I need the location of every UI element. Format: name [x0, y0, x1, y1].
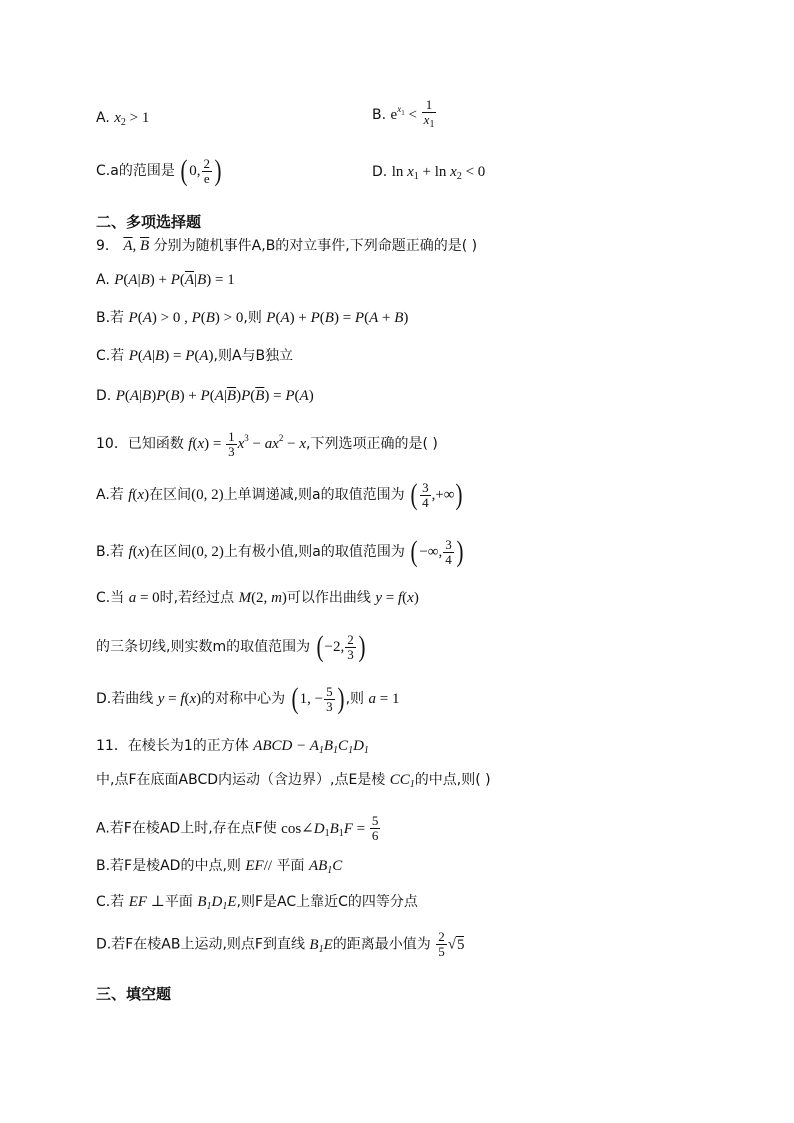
option-text: C.若: [96, 894, 125, 910]
question-text: 11．在棱长为1的正方体: [96, 738, 249, 754]
q8-option-d: [372, 162, 485, 187]
q11-stem: 11．在棱长为1的正方体 ABCD − $A_1B_1C_1D_1$: [96, 738, 369, 756]
option-label: A.: [96, 272, 110, 288]
q9-option-d: D. $P(A|B)P(B) + P(A|\overline{B})P(\overline{B}) = P(A)$: [96, 388, 314, 404]
q10-option-b: B.若 f(x)在区间(0, 2)上有极小值,则a的取值范围为 ( −∞, $\frac{3}{4}$ ): [96, 535, 464, 568]
option-text: D.若F在棱AB上运动,则点F到直线: [96, 936, 305, 953]
option-text: 时,若经过点: [159, 590, 235, 606]
q10-option-a: A.若 f(x)在区间(0, 2)上单调递减,则a的取值范围为 ( $\frac{3}{4}$ ,+∞): [96, 478, 463, 511]
option-text: 的三条切线,则实数m的取值范围为: [96, 639, 311, 655]
q9-stem: 9． $\overline{A}$, $\overline{B}$ 分别为随机事件A,B的对立事件,下列命题正确的是( ): [96, 238, 478, 254]
option-text: C.当: [96, 590, 125, 606]
option-label: D.: [372, 164, 388, 180]
q11-option-d: D.若F在棱AB上运动,则点F到直线 $B_1E$的距离最小值为 $\frac{2}{5}$ √5: [96, 929, 465, 959]
q11-option-c: C.若 EF ⊥平面 $B_1D_1E$,则F是AC上靠近C的四等分点: [96, 894, 418, 912]
math: $x_2 > 1$: [114, 110, 150, 128]
q8-option-b: [372, 98, 437, 132]
option-label: B.: [372, 107, 387, 123]
option-text: ,则F是AC上靠近C的四等分点: [236, 894, 418, 910]
q11-option-a: A.若F在棱AD上时,存在点F使 $\cos\angle D_1B_1F$ = $\frac{5}{6}$: [96, 813, 379, 843]
question-text: 10．已知函数: [96, 436, 184, 452]
option-text: C.若: [96, 348, 125, 364]
question-text: 的中点,则( ): [414, 772, 491, 788]
option-text: D.若曲线: [96, 691, 154, 707]
option-text: 的对称中心为: [201, 691, 286, 707]
q9-option-a: A. $P(A|B) + P(\overline{A}|B) = 1$: [96, 272, 235, 288]
math: $\ln x_1 + \ln x_2 < 0$: [391, 164, 486, 182]
option-text: 平面: [276, 858, 305, 874]
q11-stem-cont: 中,点F在底面ABCD内运动（含边界）,点E是棱 $CC_1$的中点,则( ): [96, 772, 491, 790]
option-text: a的范围是: [110, 163, 175, 179]
option-text: ,则A与B独立: [213, 348, 294, 364]
q9-option-c: C.若 P(A|B) = P(A),则A与B独立: [96, 348, 294, 364]
question-text: 中,点F在底面ABCD内运动（含边界）,点E是棱: [96, 772, 386, 788]
option-text: 上单调递减,则a的取值范围为: [223, 487, 405, 503]
question-number: 9．: [96, 238, 119, 254]
option-text: 在区间: [149, 487, 192, 503]
option-text: 上有极小值,则a的取值范围为: [223, 544, 405, 560]
section-heading-multi: 二、多项选择题: [96, 213, 202, 231]
question-text: ,下列选项正确的是( ): [306, 436, 438, 452]
option-text: ,则: [345, 691, 365, 707]
q11-option-b: B.若F是棱AD的中点,则 EF// 平面 $AB_1C$: [96, 858, 343, 876]
option-text: B.若: [96, 310, 125, 326]
q8-option-c: C.a的范围是 ( 0, $\frac{2}{e}$ ): [96, 154, 222, 187]
option-text: 的距离最小值为: [332, 936, 431, 953]
option-text: A.若F在棱AD上时,存在点F使: [96, 820, 277, 837]
option-text: B.若: [96, 544, 125, 560]
option-label: C.: [96, 163, 111, 179]
option-text: A.若: [96, 487, 124, 503]
option-text: 可以作出曲线: [286, 590, 371, 606]
option-label: D.: [96, 388, 112, 404]
option-label: A.: [96, 110, 110, 126]
option-text: ,则: [243, 310, 262, 326]
math: $e^{x_1}$ <: [390, 104, 421, 123]
q9-option-b: B.若 P(A) > 0 , P(B) > 0,则 P(A) + P(B) = P(A + B): [96, 310, 409, 326]
option-text: 在区间: [149, 544, 192, 560]
question-text: 分别为随机事件A,B的对立事件,下列命题正确的是( ): [153, 238, 478, 254]
q10-option-c-cont: 的三条切线,则实数m的取值范围为 ( −2, $\frac{2}{3}$ ): [96, 630, 366, 663]
q8-option-a: [96, 108, 149, 133]
option-text: B.若F是棱AD的中点,则: [96, 858, 241, 874]
q10-option-d: D.若曲线 y = f(x)的对称中心为 ( 1, − $\frac{5}{3}$ ) ,则 a = 1: [96, 682, 400, 715]
fraction: $\frac{1}{x_1}$: [423, 97, 435, 130]
option-text: 平面: [164, 894, 193, 910]
section-heading-fill: 三、填空题: [96, 985, 172, 1003]
q10-stem: 10．已知函数 f(x) = $\frac{1}{3}$ $x^3 - ax^2 - x$,下列选项正确的是( ): [96, 428, 438, 459]
q10-option-c: C.当 a = 0时,若经过点 M(2, m)可以作出曲线 y = f(x): [96, 590, 419, 606]
